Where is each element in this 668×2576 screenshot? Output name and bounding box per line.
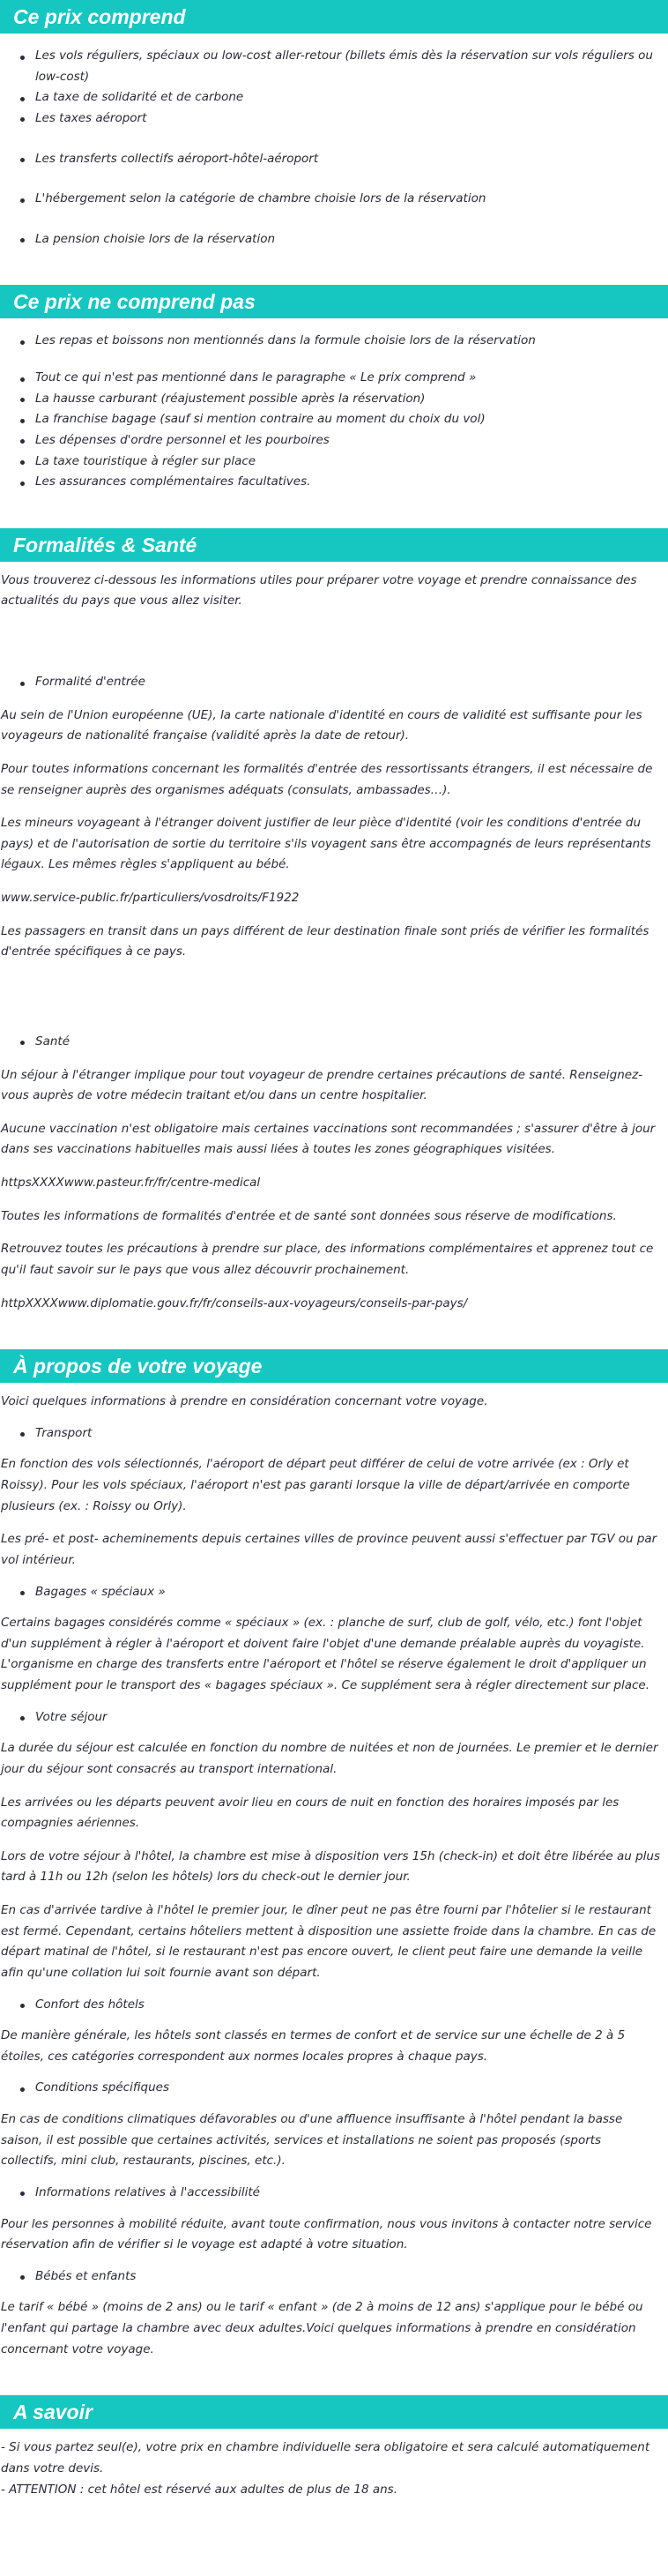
list-item: La hausse carburant (réajustement possible après la réservation) [0,389,661,410]
section-price-includes [0,0,668,250]
confort-heading: Confort des hôtels [0,1995,668,2016]
paragraph: Pour toutes informations concernant les formalités d'entrée des ressortissants étrangers, il est nécessaire de se renseigner auprès des organismes adéquats (consulats, ambassades…). [1,761,653,797]
about-intro: Voici quelques informations à prendre en considération concernant votre voyage. [1,1394,488,1409]
includes-list [0,34,668,250]
entry-heading: Formalité d'entrée [0,672,668,693]
list-item: Les repas et boissons non mentionnés dans la formule choisie lors de la réservation [0,331,661,352]
section-title-formalities: Formalités & Santé [0,528,668,562]
section-title-includes: Ce prix comprend [0,0,668,34]
paragraph: Toutes les informations de formalités d'entrée et de santé sont données sous réserve de modifications. [1,1208,617,1223]
bebes-heading-list [0,2266,668,2288]
confort-heading-list [0,1995,668,2016]
paragraph: Au sein de l'Union européenne (UE), la carte nationale d'identité en cours de validité est suffisante pour les voyageurs de nationalité française (validité après la date de retour). [1,707,642,743]
savoir-line: - ATTENTION : cet hôtel est réservé aux adultes de plus de 18 ans. [1,2482,397,2497]
savoir-body [0,2429,668,2500]
formalities-body [0,562,668,1314]
list-item: Tout ce qui n'est pas mentionné dans le paragraphe « Le prix comprend » [0,368,661,389]
paragraph: Les pré- et post- acheminements depuis certaines villes de province peuvent aussi s'effectuer par TGV ou par vol intérieur. [1,1532,657,1567]
paragraph: Aucune vaccination n'est obligatoire mais certaines vaccinations sont recommandées ; s'assurer d'être à jour dans ses vaccinations habituelles mais aussi liées à toutes les zones géographiques visitées. [1,1121,656,1157]
sejour-heading-list [0,1707,668,1729]
excludes-list [0,318,668,492]
section-title-savoir: A savoir [0,2395,668,2429]
formalities-intro: Vous trouverez ci-dessous les informations utiles pour préparer votre voyage et prendre connaissance des actualités du pays que vous allez visiter. [1,572,637,609]
section-good-to-know [0,2395,668,2500]
paragraph: Certains bagages considérés comme « spéciaux » (ex. : planche de surf, club de golf, vélo, etc.) font l'objet d'un supplément à régler à l'aéroport et doivent faire l'objet d'une demande préalable auprès du voyagiste. L'organisme en charge des transferts entre l'aéroport et l'hôtel se réserve également le droit d'appliquer un supplément pour le transport des « bagages spéciaux ». Ce supplément sera à régler directement sur place. [1,1616,650,1692]
about-body [0,1383,668,2360]
list-item: Les assurances complémentaires facultatives. [0,472,661,493]
list-item: Les vols réguliers, spéciaux ou low-cost aller-retour (billets émis dès la réservation sur vols réguliers ou low-cost) [0,46,661,87]
access-heading: Informations relatives à l'accessibilité [0,2183,668,2204]
transport-heading: Transport [0,1423,668,1445]
list-item: L'hébergement selon la catégorie de chambre choisie lors de la réservation [0,189,661,210]
paragraph: Les passagers en transit dans un pays différent de leur destination finale sont priés de vérifier les formalités d'entrée spécifiques à ce pays. [1,923,649,959]
link-diplomatie: httpXXXXwww.diplomatie.gouv.fr/fr/conseils-aux-voyageurs/conseils-par-pays/ [1,1295,468,1310]
access-heading-list [0,2183,668,2204]
conditions-heading: Conditions spécifiques [0,2078,668,2099]
section-formalities-health [0,528,668,1314]
list-item: La taxe touristique à régler sur place [0,452,661,473]
paragraph: Pour les personnes à mobilité réduite, avant toute confirmation, nous vous invitons à contacter notre service réservation afin de vérifier si le voyage est adapté à votre situation. [1,2216,652,2252]
health-heading-list [0,1032,668,1053]
paragraph: Retrouvez toutes les précautions à prendre sur place, des informations complémentaires et apprenez tout ce qu'il faut savoir sur le pays que vous allez découvrir prochainement. [1,1242,654,1277]
entry-heading-list [0,672,668,693]
list-item: La pension choisie lors de la réservation [0,229,661,250]
bagages-heading-list [0,1582,668,1603]
bagages-heading: Bagages « spéciaux » [0,1582,668,1603]
list-item: La taxe de solidarité et de carbone [0,87,661,108]
section-about-trip [0,1349,668,2360]
list-item: Les transferts collectifs aéroport-hôtel-aéroport [0,149,661,170]
paragraph: En cas d'arrivée tardive à l'hôtel le premier jour, le dîner peut ne pas être fourni par l'hôtelier si le restaurant est fermé. Cependant, certains hôteliers mettent à disposition une assiette froide dans la chambre. En cas de départ matinal de l'hôtel, si le restaurant n'est pas encore ouvert, le client peut faire une demande la veille afin qu'une collation lui soit fournie avant son départ. [1,1903,657,1980]
paragraph: La durée du séjour est calculée en fonction du nombre de nuitées et non de journées. Le premier et le dernier jour du séjour sont consacrés au transport international. [1,1741,658,1776]
section-title-about: À propos de votre voyage [0,1349,668,1383]
paragraph: Le tarif « bébé » (moins de 2 ans) ou le tarif « enfant » (de 2 à moins de 12 ans) s'applique pour le bébé ou l'enfant qui partage la chambre avec deux adultes.Voici quelques informations à prendre en considération concernant votre voyage. [1,2300,643,2356]
paragraph: Lors de votre séjour à l'hôtel, la chambre est mise à disposition vers 15h (check-in) et doit être libérée au plus tard à 11h ou 12h (selon les hôtels) lors du check-out le dernier jour. [1,1848,660,1885]
section-price-excludes [0,285,668,492]
list-item: Les taxes aéroport [0,108,661,130]
paragraph: Les arrivées ou les départs peuvent avoir lieu en cours de nuit en fonction des horaires imposés par les compagnies aériennes. [1,1795,620,1831]
savoir-line: - Si vous partez seul(e), votre prix en chambre individuelle sera obligatoire et sera calculé automatiquement dans votre devis. [1,2440,650,2475]
sejour-heading: Votre séjour [0,1707,668,1729]
paragraph: Les mineurs voyageant à l'étranger doivent justifier de leur pièce d'identité (voir les conditions d'entrée du pays) et de l'autorisation de sortie du territoire s'ils voyagent sans être accompagnés de leurs représentants légaux. Les mêmes règles s'appliquent au bébé. [1,816,651,872]
paragraph: Un séjour à l'étranger implique pour tout voyageur de prendre certaines précautions de santé. Renseignez-vous auprès de votre médecin traitant et/ou dans un centre hospitalier. [1,1067,643,1103]
link-service-public: www.service-public.fr/particuliers/vosdroits/F1922 [1,891,300,905]
health-heading: Santé [0,1032,668,1053]
link-pasteur: httpsXXXXwww.pasteur.fr/fr/centre-medical [1,1176,261,1190]
bebes-heading: Bébés et enfants [0,2266,668,2288]
list-item: Les dépenses d'ordre personnel et les pourboires [0,430,661,452]
transport-heading-list [0,1423,668,1445]
section-title-excludes: Ce prix ne comprend pas [0,285,668,318]
paragraph: En fonction des vols sélectionnés, l'aéroport de départ peut différer de celui de votre arrivée (ex : Orly et Roissy). Pour les vols spéciaux, l'aéroport n'est pas garanti lorsque la ville de départ/arrivée en comporte plusieurs (ex. : Roissy ou Orly). [1,1457,630,1513]
list-item: La franchise bagage (sauf si mention contraire au moment du choix du vol) [0,409,661,430]
paragraph: De manière générale, les hôtels sont classés en termes de confort et de service sur une échelle de 2 à 5 étoiles, ces catégories correspondent aux normes locales propres à chaque pays. [1,2028,626,2064]
conditions-heading-list [0,2078,668,2099]
paragraph: En cas de conditions climatiques défavorables ou d'une affluence insuffisante à l'hôtel pendant la basse saison, il est possible que certaines activités, services et installations ne soient pas proposés (sports collectifs, mini club, restaurants, piscines, etc.). [1,2112,623,2169]
